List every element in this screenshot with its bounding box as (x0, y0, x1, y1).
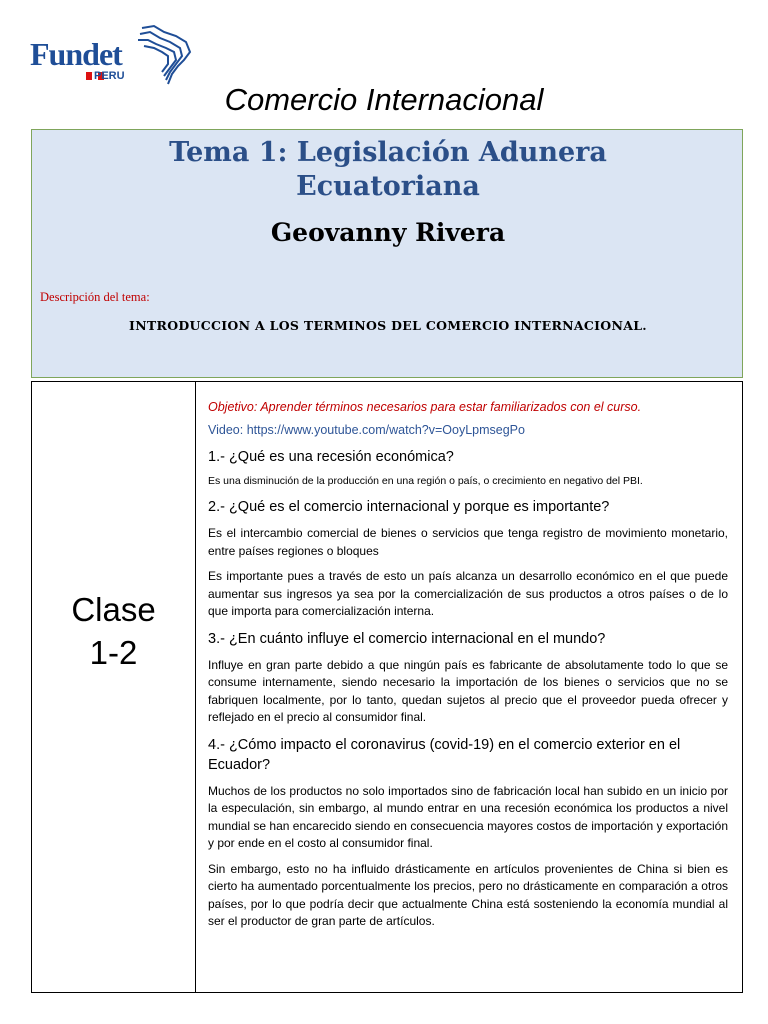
answer-3: Influye en gran parte debido a que ningún país es fabricante de absolutamente todo lo que se consume internamente, siendo necesario la importación de los bienes o servicios que no se fabriquen localmente, por lo tanto, quedan sujetos al precio que el proveedor pueda ofrecer y reflejado en el precio al consumidor final. (208, 657, 728, 724)
answer-4b: Sin embargo, esto no ha influido drásticamente en artículos provenientes de China si bien es cierto ha aumentado porcentualmente los precios, pero no drásticamente en comparación a otros países, por lo que podría decir que actualmente China está sosteniendo la economía mundial al ser el productor de gran parte de artículos. (208, 861, 728, 928)
class-table (31, 381, 743, 993)
fundet-logo (30, 22, 190, 88)
logo-text: Fundet (30, 36, 122, 72)
answer-2a: Es el intercambio comercial de bienes o servicios que tenga registro de movimiento monetario, entre países regiones o bloques (208, 526, 728, 558)
objective-text: Objetivo: Aprender términos necesarios para estar familiarizados con el curso. (208, 400, 642, 414)
class-label-line1: Clase (71, 591, 156, 628)
column-divider (195, 382, 196, 992)
topic-title-line1: Tema 1: Legislación Adunera (169, 137, 607, 168)
question-3: 3.- ¿En cuánto influye el comercio internacional en el mundo? (208, 630, 606, 647)
video-link[interactable]: Video: https://www.youtube.com/watch?v=OoyLpmsegPo (208, 423, 525, 437)
question-2: 2.- ¿Qué es el comercio internacional y porque es importante? (208, 499, 610, 515)
topic-description: INTRODUCCION A LOS TERMINOS DEL COMERCIO INTERNACIONAL. (129, 318, 647, 333)
author-name: Geovanny Rivera (270, 218, 506, 247)
question-4: 4.- ¿Cómo impacto el coronavirus (covid-19) en el comercio exterior en el Ecuador? (208, 736, 681, 773)
class-label (32, 588, 195, 674)
course-title: Comercio Internacional (224, 82, 544, 117)
answer-2b: Es importante pues a través de esto un país alcanza un desarrollo económico en el que puede aumentar sus ingresos ya sea por la comercialización de sus productos a otros países o de lo que importa para comercialización interna. (208, 569, 728, 618)
topic-title (32, 136, 744, 204)
answer-4a: Muchos de los productos no solo importados sino de fabricación local han subido en un inicio por la especulación, sin embargo, al mundo entrar en una recesión económica los productos a nivel mundial se han encarecido siendo en consecuencia mayores costos de importación y exportación y por ende en el costo al consumidor final. (208, 783, 728, 850)
south-america-map-icon (134, 22, 196, 88)
topic-title-line2: Ecuatoriana (296, 171, 480, 202)
question-1: 1.- ¿Qué es una recesión económica? (208, 449, 454, 465)
class-label-line2: 1-2 (89, 634, 138, 671)
description-label: Descripción del tema: (40, 290, 150, 304)
topic-header (31, 129, 743, 378)
class-content (208, 400, 728, 939)
answer-1: Es una disminución de la producción en una región o país, o crecimiento en negativo del PBI. (208, 475, 643, 487)
logo-subtext: PERU (94, 70, 125, 82)
